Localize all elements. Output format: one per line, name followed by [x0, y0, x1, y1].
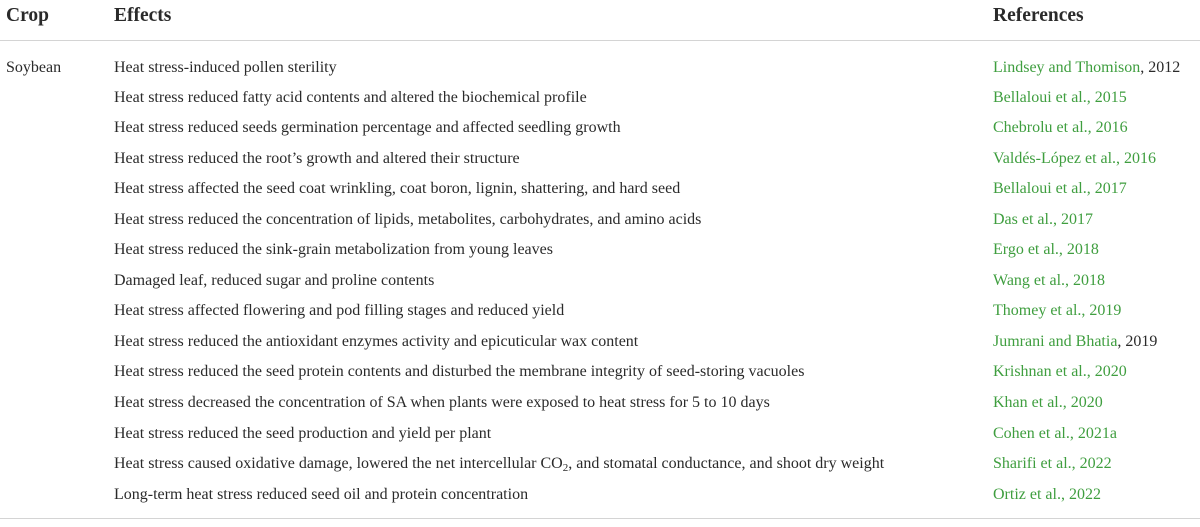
effect-text-cont: , and stomatal conductance, and shoot dry weight	[568, 455, 885, 472]
footer-rule	[0, 518, 1200, 519]
reference-cell	[993, 393, 1103, 413]
effect-cell: Heat stress reduced the seed protein contents and disturbed the membrane integrity of seed-storing vacuoles	[114, 363, 805, 380]
table-row	[0, 58, 1200, 88]
effect-cell: Heat stress reduced the seed production and yield per plant	[114, 425, 492, 442]
reference-cell	[993, 454, 1112, 474]
effect-cell: Heat stress-induced pollen sterility	[114, 59, 337, 76]
table-row	[0, 301, 1200, 331]
effect-cell: Heat stress reduced the root’s growth and altered their structure	[114, 150, 520, 167]
reference-year: , 2012	[1140, 59, 1181, 76]
table-header	[0, 0, 1200, 38]
reference-link[interactable]: Ortiz et al., 2022	[993, 486, 1101, 503]
table-row	[0, 271, 1200, 301]
reference-cell	[993, 179, 1127, 199]
reference-cell	[993, 301, 1121, 321]
table-row	[0, 332, 1200, 362]
reference-cell	[993, 149, 1156, 169]
header-rule	[0, 40, 1200, 41]
reference-cell	[993, 240, 1099, 260]
effect-cell: Heat stress reduced the sink-grain metabolization from young leaves	[114, 241, 553, 258]
table-row	[0, 88, 1200, 118]
table-row	[0, 240, 1200, 270]
reference-link[interactable]: Sharifi et al., 2022	[993, 455, 1112, 472]
reference-link[interactable]: Jumrani and Bhatia	[993, 333, 1118, 350]
reference-link[interactable]: Cohen et al., 2021a	[993, 425, 1117, 442]
effect-cell: Heat stress reduced fatty acid contents and altered the biochemical profile	[114, 89, 587, 106]
reference-year: , 2019	[1117, 333, 1158, 350]
reference-cell	[993, 424, 1117, 444]
header-effects: Effects	[114, 5, 172, 26]
reference-cell	[993, 485, 1101, 505]
reference-link[interactable]: Bellaloui et al., 2015	[993, 89, 1127, 106]
effect-cell: Damaged leaf, reduced sugar and proline contents	[114, 272, 435, 289]
reference-link[interactable]: Lindsey and Thomison	[993, 59, 1141, 76]
reference-link[interactable]: Thomey et al., 2019	[993, 302, 1122, 319]
reference-cell	[993, 58, 1180, 78]
effect-cell: Heat stress affected the seed coat wrinkling, coat boron, lignin, shattering, and hard seed	[114, 180, 681, 197]
reference-link[interactable]: Krishnan et al., 2020	[993, 363, 1127, 380]
reference-link[interactable]: Ergo et al., 2018	[993, 241, 1099, 258]
table-row	[0, 393, 1200, 423]
effect-cell	[114, 454, 884, 474]
table-row	[0, 118, 1200, 148]
header-crop: Crop	[6, 5, 49, 26]
reference-cell	[993, 88, 1127, 108]
table-row	[0, 179, 1200, 209]
header-references: References	[993, 5, 1084, 26]
crop-cell: Soybean	[6, 59, 62, 76]
reference-link[interactable]: Khan et al., 2020	[993, 394, 1103, 411]
effect-cell: Heat stress decreased the concentration of SA when plants were exposed to heat stress for 5 to 10 days	[114, 394, 770, 411]
table-row	[0, 362, 1200, 392]
effect-cell: Heat stress affected flowering and pod filling stages and reduced yield	[114, 302, 565, 319]
effect-cell: Heat stress reduced the concentration of lipids, metabolites, carbohydrates, and amino acids	[114, 211, 702, 228]
reference-cell	[993, 362, 1127, 382]
effect-cell: Heat stress reduced the antioxidant enzymes activity and epicuticular wax content	[114, 333, 639, 350]
effect-cell: Heat stress reduced seeds germination percentage and affected seedling growth	[114, 119, 621, 136]
table-row	[0, 210, 1200, 240]
reference-cell	[993, 332, 1157, 352]
table-row	[0, 149, 1200, 179]
table-row	[0, 424, 1200, 454]
reference-link[interactable]: Valdés-López et al., 2016	[993, 150, 1157, 167]
reference-link[interactable]: Chebrolu et al., 2016	[993, 119, 1128, 136]
effect-cell: Long-term heat stress reduced seed oil and protein concentration	[114, 486, 529, 503]
reference-link[interactable]: Bellaloui et al., 2017	[993, 180, 1127, 197]
table-row	[0, 454, 1200, 484]
reference-cell	[993, 210, 1093, 230]
effect-text: Heat stress caused oxidative damage, lowered the net intercellular CO	[114, 455, 563, 472]
table-row	[0, 485, 1200, 515]
reference-cell	[993, 118, 1128, 138]
subscript-2: 2	[562, 462, 569, 474]
reference-cell	[993, 271, 1105, 291]
reference-link[interactable]: Wang et al., 2018	[993, 272, 1106, 289]
reference-link[interactable]: Das et al., 2017	[993, 211, 1093, 228]
